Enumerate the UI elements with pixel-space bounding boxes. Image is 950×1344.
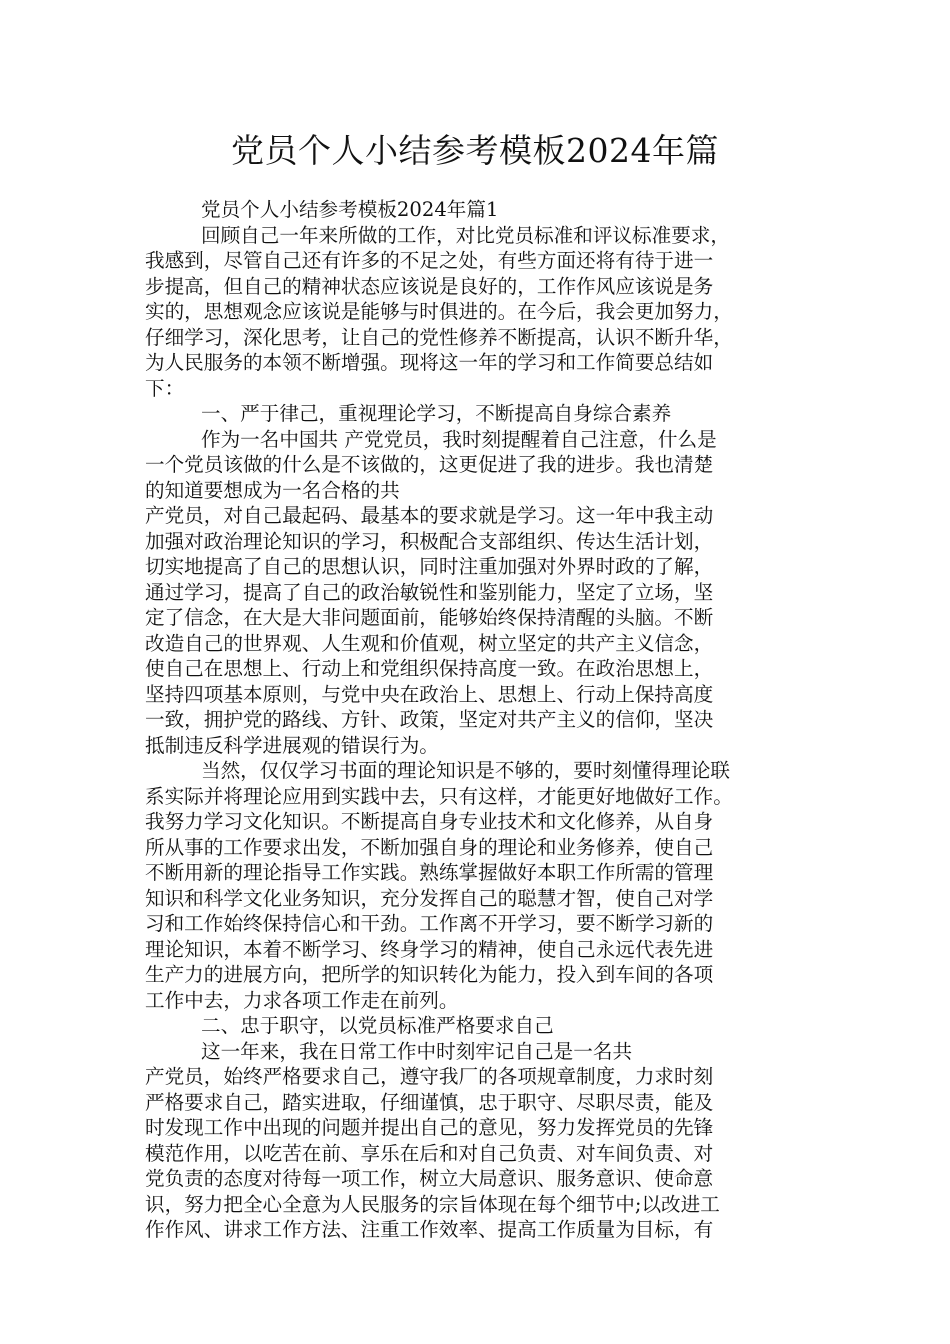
text-line: 党员个人小结参考模板2024年篇1 <box>201 198 499 221</box>
text-line: 所从事的工作要求出发，不断加强自身的理论和业务修养，使自己 <box>145 835 714 859</box>
text-line: 作作风、讲求工作方法、注重工作效率、提高工作质量为目标，有 <box>145 1218 714 1241</box>
text-line: 当然，仅仅学习书面的理论知识是不够的，要时刻懂得理论联 <box>201 759 731 782</box>
text-line: 下： <box>145 376 185 400</box>
text-line: 二、忠于职守，以党员标准严格要求自己 <box>201 1014 554 1037</box>
text-line: 步提高，但自己的精神状态应该说是良好的，工作作风应该说是务 <box>145 274 714 298</box>
text-line: 生产力的进展方向，把所学的知识转化为能力，投入到车间的各项 <box>145 963 714 986</box>
text-line: 我感到，尽管自己还有许多的不足之处，有些方面还将有待于进一 <box>145 249 714 272</box>
text-line: 知识和科学文化业务知识，充分发挥自己的聪慧才智，使自己对学 <box>145 886 714 910</box>
text-line: 不断用新的理论指导工作实践。熟练掌握做好本职工作所需的管理 <box>145 861 714 884</box>
text-line: 抵制违反科学进展观的错误行为。 <box>145 733 439 757</box>
text-line: 坚持四项基本原则，与党中央在政治上、思想上、行动上保持高度 <box>145 682 714 706</box>
text-line: 严格要求自己，踏实进取，仔细谨慎，忠于职守、尽职尽责，能及 <box>145 1090 714 1114</box>
text-line: 通过学习，提高了自己的政治敏锐性和鉴别能力，坚定了立场，坚 <box>145 580 714 604</box>
text-line: 党负责的态度对待每一项工作，树立大局意识、服务意识、使命意 <box>145 1167 714 1190</box>
text-line: 产党员，始终严格要求自己，遵守我厂的各项规章制度，力求时刻 <box>145 1065 714 1088</box>
document-body <box>145 197 813 1243</box>
text-line: 我努力学习文化知识。不断提高自身专业技术和文化修养，从自身 <box>145 810 714 833</box>
text-line: 加强对政治理论知识的学习，积极配合支部组织、传达生活计划， <box>145 529 714 553</box>
text-line: 识，努力把全心全意为人民服务的宗旨体现在每个细节中;以改进工 <box>145 1192 720 1216</box>
text-line: 使自己在思想上、行动上和党组织保持高度一致。在政治思想上， <box>145 657 714 680</box>
text-line: 作为一名中国共 产党党员，我时刻提醒着自己注意，什么是 <box>201 427 717 451</box>
text-line: 这一年来，我在日常工作中时刻牢记自己是一名共 <box>201 1039 633 1063</box>
text-line: 系实际并将理论应用到实践中去，只有这样，才能更好地做好工作。 <box>145 784 733 808</box>
text-line: 一、严于律己，重视理论学习，不断提高自身综合素养 <box>201 402 672 425</box>
text-line: 工作中去，力求各项工作走在前列。 <box>145 988 459 1012</box>
text-line: 的知道要想成为一名合格的共 <box>145 478 400 502</box>
text-line: 回顾自己一年来所做的工作，对比党员标准和评议标准要求， <box>201 223 731 247</box>
text-line: 改造自己的世界观、人生观和价值观，树立坚定的共产主义信念， <box>145 631 714 655</box>
text-line: 切实地提高了自己的思想认识，同时注重加强对外界时政的了解， <box>145 555 714 578</box>
text-line: 为人民服务的本领不断增强。现将这一年的学习和工作简要总结如 <box>145 351 714 374</box>
text-line: 模范作用，以吃苦在前、享乐在后和对自己负责、对车间负责、对 <box>145 1141 714 1165</box>
text-line: 一致，拥护党的路线、方针、政策，坚定对共产主义的信仰，坚决 <box>145 708 714 731</box>
text-line: 产党员，对自己最起码、最基本的要求就是学习。这一年中我主动 <box>145 504 714 527</box>
text-line: 理论知识，本着不断学习、终身学习的精神，使自己永远代表先进 <box>145 937 714 961</box>
text-line: 实的，思想观念应该说是能够与时俱进的。在今后，我会更加努力， <box>145 300 733 323</box>
document-title: 党员个人小结参考模板2024年篇 <box>231 131 719 170</box>
text-line: 仔细学习，深化思考，让自己的党性修养不断提高，认识不断升华， <box>145 325 733 349</box>
text-line: 时发现工作中出现的问题并提出自己的意见，努力发挥党员的先锋 <box>145 1116 714 1139</box>
text-line: 习和工作始终保持信心和干劲。工作离不开学习，要不断学习新的 <box>145 912 714 935</box>
text-line: 定了信念，在大是大非问题面前，能够始终保持清醒的头脑。不断 <box>145 606 714 629</box>
text-line: 一个党员该做的什么是不该做的，这更促进了我的进步。我也清楚 <box>145 453 714 476</box>
